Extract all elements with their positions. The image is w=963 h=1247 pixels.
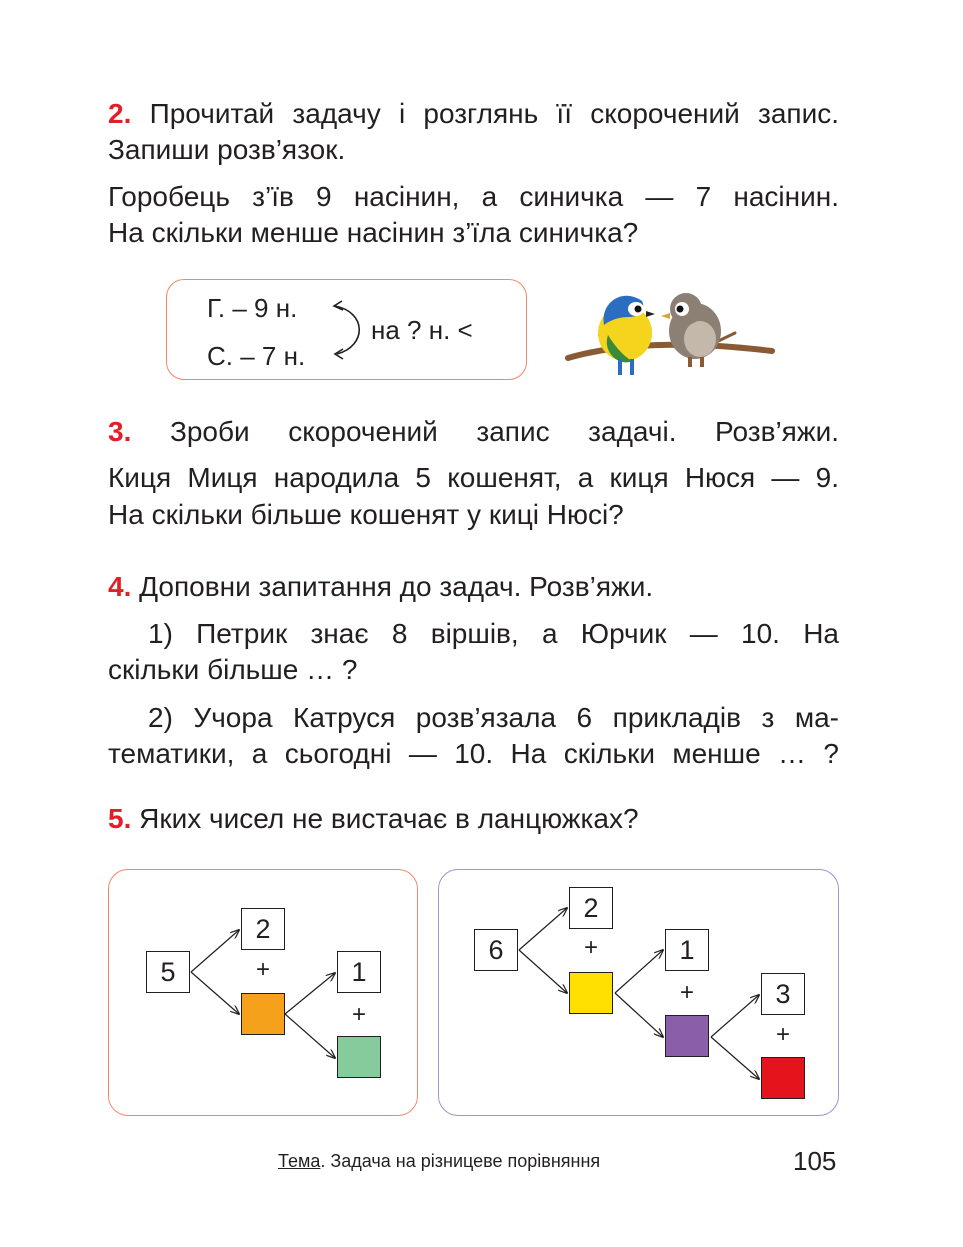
task2-problem-line1: Горобець з’їв 9 насінин, а синичка — 7 насінин. — [108, 181, 839, 212]
chain1-start-cell: 5 — [146, 951, 190, 993]
task3-instruction: 3. Зроби скорочений запис задачі. Розв’яжи. — [108, 416, 839, 447]
chain2-blank3-cell[interactable] — [761, 1057, 805, 1099]
chain2-add3-cell: 3 — [761, 973, 805, 1015]
short-note-row2: С. – 7 н. — [207, 341, 306, 371]
chain2-start-cell: 6 — [474, 929, 518, 971]
chain1-blank2-cell[interactable] — [337, 1036, 381, 1078]
chain1-add2-cell: 1 — [337, 951, 381, 993]
chain1-blank1-cell[interactable] — [241, 993, 285, 1035]
chain2-plus2: + — [679, 979, 694, 1006]
task4-instruction: 4. Доповни запитання до задач. Розв’яжи. — [108, 571, 654, 602]
task2-instruction-line2: Запиши розв’язок. — [108, 134, 346, 165]
page-number: 105 — [793, 1146, 837, 1176]
chain2-blank2-cell[interactable] — [665, 1015, 709, 1057]
chain1-plus1: + — [255, 956, 270, 983]
compare-brace-arrow — [167, 280, 528, 381]
short-note-box — [166, 279, 527, 380]
footer-topic — [278, 1151, 600, 1172]
task2-instruction-line1: 2. Прочитай задачу і розглянь її скорочений запис. — [108, 98, 840, 129]
short-note-question: на ? н. < — [371, 315, 473, 345]
task-number-4: 4. — [108, 571, 132, 602]
chain2-add2-cell: 1 — [665, 929, 709, 971]
chain2-plus3: + — [775, 1021, 790, 1048]
chain1-plus2: + — [351, 1001, 366, 1028]
task-number-3: 3. — [108, 416, 132, 447]
number-chain-1 — [108, 869, 418, 1116]
short-note-row1: Г. – 9 н. — [207, 293, 298, 323]
chain1-add1-cell: 2 — [241, 908, 285, 950]
task-number-5: 5. — [108, 803, 132, 834]
task3-problem-line2: На скільки більше кошенят у киці Нюсі? — [108, 499, 624, 530]
task4-item1-line2: скільки більше … ? — [108, 654, 358, 685]
footer-topic-label: Тема — [278, 1151, 321, 1171]
task4-item2-line2: тематики, а сьогодні — 10. На скільки менше … ? — [108, 738, 839, 769]
task5-instruction: 5. Яких чисел не вистачає в ланцюжках? — [108, 803, 639, 834]
task4-item1-line1: 1) Петрик знає 8 віршів, а Юрчик — 10. На — [148, 618, 839, 649]
chain2-plus1: + — [583, 934, 598, 961]
task2-problem-line2: На скільки менше насінин з’їла синичка? — [108, 217, 639, 248]
task-number-2: 2. — [108, 98, 132, 129]
footer-topic-text: . Задача на різницеве порівняння — [320, 1151, 601, 1171]
number-chain-2 — [438, 869, 839, 1116]
task3-problem-line1: Киця Миця народила 5 кошенят, а киця Нюся — 9. — [108, 462, 839, 493]
chain2-blank1-cell[interactable] — [569, 972, 613, 1014]
task4-item2-line1: 2) Учора Катруся розв’язала 6 прикладів з ма- — [148, 702, 839, 733]
birds-illustration — [560, 283, 780, 383]
chain2-add1-cell: 2 — [569, 887, 613, 929]
